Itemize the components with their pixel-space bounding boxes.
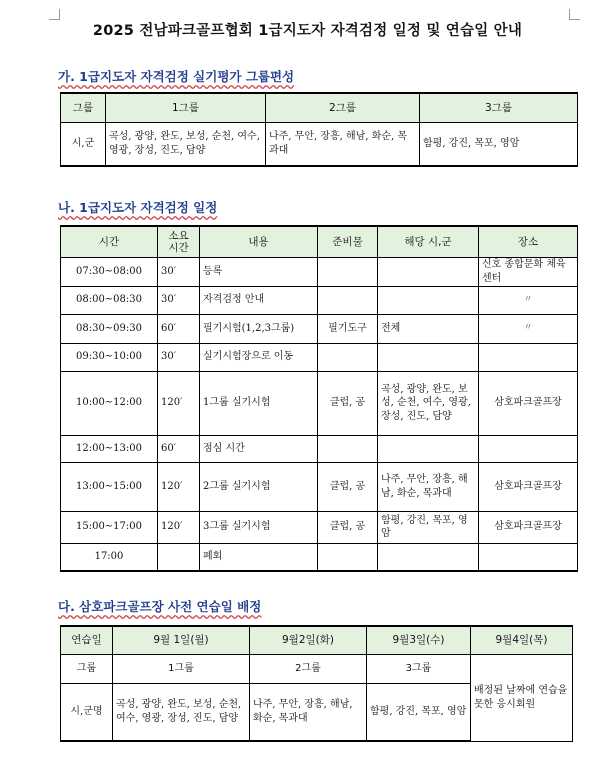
time-cell: 12:00~13:00 bbox=[61, 435, 158, 462]
practice-day: 9월4일(목) bbox=[471, 626, 573, 654]
region-cell: 곡성, 광양, 완도, 보성, 순천, 여수, 영광, 장성, 진도, 담양 bbox=[378, 371, 479, 435]
place-cell bbox=[479, 543, 578, 571]
content-cell: 자격검정 안내 bbox=[200, 286, 318, 314]
content-cell: 1그룹 실기시험 bbox=[200, 371, 318, 435]
table-row bbox=[61, 343, 578, 371]
content-cell: 실기시험장으로 이동 bbox=[200, 343, 318, 371]
duration-cell: 120′ bbox=[158, 371, 200, 435]
section-c-heading: 다. 삼호파크골프장 사전 연습일 배정 bbox=[58, 599, 262, 614]
duration-cell: 30′ bbox=[158, 343, 200, 371]
table-row bbox=[61, 511, 578, 543]
time-cell: 10:00~12:00 bbox=[61, 371, 158, 435]
place-cell: 삼호파크골프장 bbox=[479, 371, 578, 435]
duration-cell: 60′ bbox=[158, 435, 200, 462]
content-cell: 등록 bbox=[200, 257, 318, 286]
time-cell: 17:00 bbox=[61, 543, 158, 571]
place-cell: 〃 bbox=[479, 314, 578, 343]
content-cell: 3그룹 실기시험 bbox=[200, 511, 318, 543]
group-table-header: 그룹 bbox=[61, 93, 106, 122]
schedule-header: 장소 bbox=[479, 226, 578, 257]
prep-cell: 클럽, 공 bbox=[318, 371, 378, 435]
time-cell: 09:30~10:00 bbox=[61, 343, 158, 371]
section-b-heading: 나. 1급지도자 자격검정 일정 bbox=[58, 200, 218, 215]
practice-regions: 곡성, 광양, 완도, 보성, 순천, 여수, 영광, 장성, 진도, 담양 bbox=[113, 683, 250, 741]
prep-cell bbox=[318, 343, 378, 371]
practice-day: 9월3일(수) bbox=[367, 626, 471, 654]
practice-group: 1그룹 bbox=[113, 654, 250, 683]
place-cell: 삼호파크골프장 bbox=[479, 511, 578, 543]
region-cell: 전체 bbox=[378, 314, 479, 343]
time-cell: 07:30~08:00 bbox=[61, 257, 158, 286]
document-title: 2025 전남파크골프협회 1급지도자 자격검정 일정 및 연습일 안내 bbox=[92, 23, 523, 39]
row-label: 시,군 bbox=[61, 122, 106, 166]
schedule-header: 준비물 bbox=[318, 226, 378, 257]
prep-cell bbox=[318, 257, 378, 286]
prep-cell bbox=[318, 286, 378, 314]
region-cell: 함평, 강진, 목포, 영암 bbox=[378, 511, 479, 543]
region-cell bbox=[378, 286, 479, 314]
group-table bbox=[60, 92, 578, 167]
schedule-header: 해당 시,군 bbox=[378, 226, 479, 257]
duration-cell: 30′ bbox=[158, 286, 200, 314]
practice-note: 배정된 날짜에 연습을 못한 응시회원 bbox=[471, 654, 573, 741]
schedule-header: 시간 bbox=[61, 226, 158, 257]
prep-cell bbox=[318, 543, 378, 571]
region-cell bbox=[378, 543, 479, 571]
content-cell: 필기시험(1,2,3그룹) bbox=[200, 314, 318, 343]
prep-cell bbox=[318, 435, 378, 462]
practice-group: 3그룹 bbox=[367, 654, 471, 683]
place-cell bbox=[479, 343, 578, 371]
place-cell: 신호 종합문화 체육센터 bbox=[479, 257, 578, 286]
group-table-header: 3그룹 bbox=[420, 93, 578, 122]
table-row bbox=[61, 257, 578, 286]
schedule-table bbox=[60, 225, 578, 572]
region-cell: 나주, 무안, 장흥, 해남, 화순, 목과대 bbox=[378, 462, 479, 511]
schedule-header: 내용 bbox=[200, 226, 318, 257]
duration-cell: 30′ bbox=[158, 257, 200, 286]
region-cell bbox=[378, 343, 479, 371]
practice-day-label: 연습일 bbox=[61, 626, 113, 654]
section-a-heading: 가. 1급지도자 자격검정 실기평가 그룹편성 bbox=[58, 69, 295, 84]
content-cell: 점심 시간 bbox=[200, 435, 318, 462]
group-regions: 나주, 무안, 장흥, 해남, 화순, 목과대 bbox=[266, 122, 420, 166]
time-cell: 15:00~17:00 bbox=[61, 511, 158, 543]
duration-cell bbox=[158, 543, 200, 571]
time-cell: 08:00~08:30 bbox=[61, 286, 158, 314]
table-row bbox=[61, 314, 578, 343]
prep-cell: 필기도구 bbox=[318, 314, 378, 343]
duration-cell: 120′ bbox=[158, 462, 200, 511]
group-table-header: 2그룹 bbox=[266, 93, 420, 122]
table-row bbox=[61, 286, 578, 314]
place-cell bbox=[479, 435, 578, 462]
region-cell bbox=[378, 435, 479, 462]
prep-cell: 클럽, 공 bbox=[318, 462, 378, 511]
place-cell: 삼호파크골프장 bbox=[479, 462, 578, 511]
practice-table bbox=[60, 625, 573, 742]
practice-group-label: 그룹 bbox=[61, 654, 113, 683]
content-cell: 폐회 bbox=[200, 543, 318, 571]
practice-day: 9월 1일(월) bbox=[113, 626, 250, 654]
practice-regions: 나주, 무안, 장흥, 해남, 화순, 목과대 bbox=[250, 683, 367, 741]
practice-region-label: 시,군명 bbox=[61, 683, 113, 741]
table-row bbox=[61, 543, 578, 571]
group-regions: 함평, 강진, 목포, 영암 bbox=[420, 122, 578, 166]
table-row bbox=[61, 371, 578, 435]
schedule-header: 소요 시간 bbox=[158, 226, 200, 257]
time-cell: 13:00~15:00 bbox=[61, 462, 158, 511]
time-cell: 08:30~09:30 bbox=[61, 314, 158, 343]
prep-cell: 클럽, 공 bbox=[318, 511, 378, 543]
practice-day: 9월2일(화) bbox=[250, 626, 367, 654]
table-row bbox=[61, 462, 578, 511]
region-cell bbox=[378, 257, 479, 286]
duration-cell: 120′ bbox=[158, 511, 200, 543]
practice-group: 2그룹 bbox=[250, 654, 367, 683]
place-cell: 〃 bbox=[479, 286, 578, 314]
content-cell: 2그룹 실기시험 bbox=[200, 462, 318, 511]
group-table-header: 1그룹 bbox=[106, 93, 266, 122]
group-regions: 곡성, 광양, 완도, 보성, 순천, 여수, 영광, 장성, 진도, 담양 bbox=[106, 122, 266, 166]
practice-regions: 함평, 강진, 목포, 영암 bbox=[367, 683, 471, 741]
duration-cell: 60′ bbox=[158, 314, 200, 343]
table-row bbox=[61, 435, 578, 462]
